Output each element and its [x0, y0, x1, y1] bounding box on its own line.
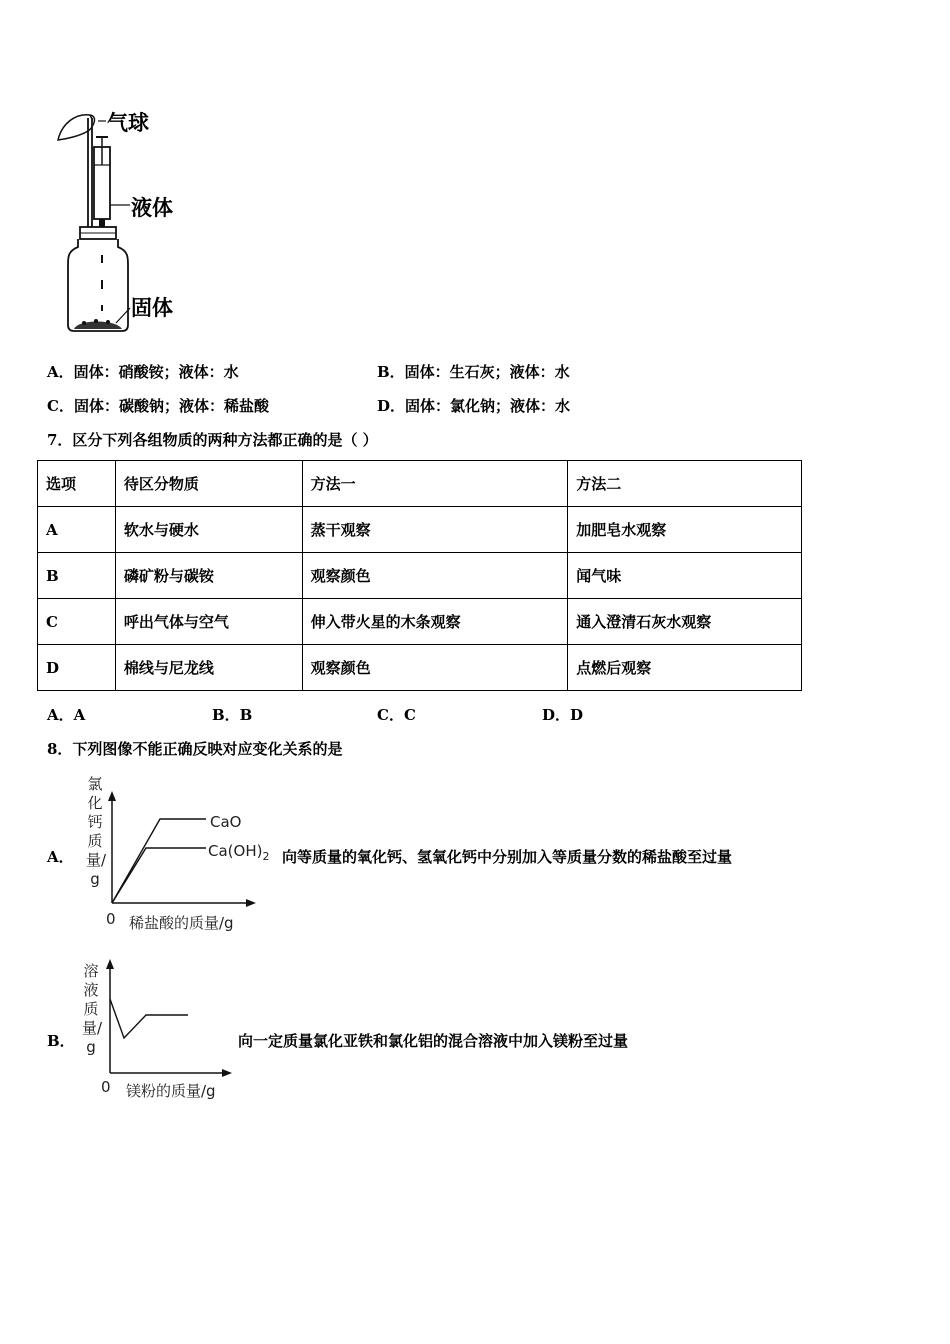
- table-row: [38, 507, 802, 553]
- apparatus-label-balloon: 气球: [107, 111, 149, 135]
- apparatus-figure: [50, 105, 200, 340]
- graph-b-description: 向一定质量氯化亚铁和氯化铝的混合溶液中加入镁粉至过量: [238, 1032, 629, 1050]
- table-cell: 点燃后观察: [568, 645, 802, 691]
- header-cell: 待区分物质: [115, 461, 302, 507]
- header-cell: 选项: [38, 461, 116, 507]
- table-cell: C: [38, 599, 116, 645]
- q7-table: [37, 460, 802, 691]
- graph-a-series-caoh2-sub: 2: [262, 850, 270, 863]
- table-cell: A: [38, 507, 116, 553]
- table-cell: 观察颜色: [302, 553, 568, 599]
- table-row: [38, 599, 802, 645]
- apparatus-label-liquid: 液体: [131, 196, 173, 220]
- graph-a-origin: 0: [106, 910, 116, 928]
- table-cell: D: [38, 645, 116, 691]
- table-cell: 加肥皂水观察: [568, 507, 802, 553]
- graph-a-description: 向等质量的氧化钙、氢氧化钙中分别加入等质量分数的稀盐酸至过量: [282, 848, 733, 866]
- q7-option-b[interactable]: B．B: [212, 706, 253, 724]
- q6-option-d[interactable]: D．固体：氯化钠；液体：水: [377, 397, 571, 415]
- q7-stem: 7．区分下列各组物质的两种方法都正确的是（ ）: [47, 431, 378, 449]
- table-cell: 伸入带火星的木条观察: [302, 599, 568, 645]
- q6-option-b[interactable]: B．固体：生石灰；液体：水: [377, 363, 570, 381]
- graph-a-xlabel: 稀盐酸的质量/g: [129, 914, 234, 932]
- table-cell: 蒸干观察: [302, 507, 568, 553]
- graph-a-series-caoh2-text: Ca(OH): [208, 842, 263, 860]
- table-cell: 磷矿粉与碳铵: [115, 553, 302, 599]
- graph-a-series-caoh2: [208, 842, 269, 863]
- q6-option-a[interactable]: A．固体：硝酸铵；液体：水: [47, 363, 239, 381]
- q7-option-d[interactable]: D．D: [542, 706, 584, 724]
- q7-option-c[interactable]: C．C: [377, 706, 416, 724]
- table-row: [38, 553, 802, 599]
- table-row: [38, 645, 802, 691]
- graph-a-series-cao: CaO: [210, 813, 242, 831]
- q6-option-c[interactable]: C．固体：碳酸钠；液体：稀盐酸: [47, 397, 269, 415]
- table-cell: 通入澄清石灰水观察: [568, 599, 802, 645]
- apparatus-drawing: [50, 105, 200, 340]
- graph-a-ylabel: 氯化钙质量/g: [86, 775, 107, 888]
- table-cell: B: [38, 553, 116, 599]
- table-cell: 观察颜色: [302, 645, 568, 691]
- graph-b-plot: [100, 955, 235, 1080]
- table-cell: 闻气味: [568, 553, 802, 599]
- table-cell: 呼出气体与空气: [115, 599, 302, 645]
- q8-option-b-letter[interactable]: B．: [47, 1032, 75, 1050]
- graph-b-origin: 0: [101, 1078, 111, 1096]
- q8-option-a-letter[interactable]: A．: [47, 848, 74, 866]
- header-cell: 方法二: [568, 461, 802, 507]
- table-cell: 软水与硬水: [115, 507, 302, 553]
- apparatus-label-solid: 固体: [131, 296, 173, 320]
- graph-b-ylabel: 溶液质量/g: [82, 962, 103, 1056]
- graph-b-xlabel: 镁粉的质量/g: [126, 1082, 216, 1100]
- table-cell: 棉线与尼龙线: [115, 645, 302, 691]
- q7-option-a[interactable]: A．A: [47, 706, 86, 724]
- table-header-row: [38, 461, 802, 507]
- header-cell: 方法一: [302, 461, 568, 507]
- q8-stem: 8．下列图像不能正确反映对应变化关系的是: [47, 740, 343, 758]
